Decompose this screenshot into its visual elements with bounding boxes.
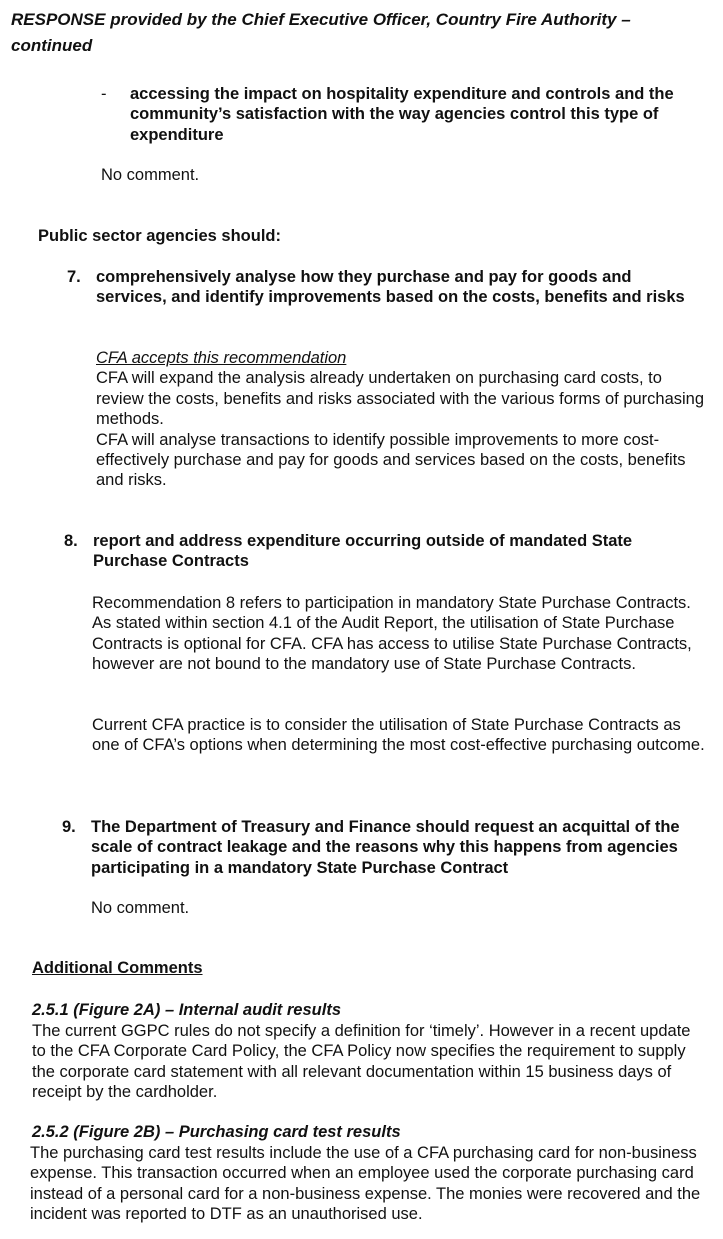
- rec9-number: 9.: [62, 818, 76, 836]
- additional-item1-text: The current GGPC rules do not specify a definition for ‘timely’. However in a recent update to the CFA Corporate Card Policy, the CFA Policy now specifies the requirement to supply the corporate card statement with all relevant documentation within 15 business days of receipt by the cardholder.: [32, 1022, 691, 1102]
- additional-heading: Additional Comments: [32, 959, 203, 977]
- rec7-title: comprehensively analyse how they purchase and pay for goods and services, and identify improvements based on the costs, benefits and risks: [96, 268, 685, 307]
- rec7-number: 7.: [67, 268, 81, 286]
- rec9-title: The Department of Treasury and Finance should request an acquittal of the scale of contract leakage and the reasons why this happens from agencies participating in a mandatory State Purchase Contract: [91, 818, 680, 877]
- rec8-para2: Current CFA practice is to consider the utilisation of State Purchase Contracts as one of CFA’s options when determining the most cost-effective purchasing outcome.: [92, 716, 705, 755]
- page-header: [11, 7, 716, 59]
- bullet-dash: -: [101, 85, 107, 103]
- rec8-title: report and address expenditure occurring outside of mandated State Purchase Contracts: [93, 532, 633, 571]
- header-title-line1: RESPONSE provided by the Chief Executive Officer, Country Fire Authority –: [11, 10, 631, 29]
- bullet-text: accessing the impact on hospitality expenditure and controls and the community’s satisfaction with the way agencies control this type of expenditure: [130, 85, 674, 144]
- rec8-number: 8.: [64, 532, 78, 550]
- rec9-response: No comment.: [91, 899, 190, 917]
- additional-item1-heading: 2.5.1 (Figure 2A) – Internal audit results: [32, 1001, 341, 1019]
- bullet-response: No comment.: [101, 166, 200, 184]
- header-title-line2: continued: [11, 36, 93, 55]
- additional-item2-heading: 2.5.2 (Figure 2B) – Purchasing card test results: [32, 1123, 401, 1141]
- additional-item2-text: The purchasing card test results include the use of a CFA purchasing card for non-business expense. This transaction occurred when an employee used the corporate purchasing card instead of a personal card for a non-business expense. The monies were recovered and the incident was reported to DTF as an unauthorised use.: [30, 1144, 701, 1224]
- rec7-para1: CFA will expand the analysis already undertaken on purchasing card costs, to review the costs, benefits and risks associated with the various forms of purchasing methods.: [96, 369, 705, 429]
- rec7-body: [96, 348, 711, 491]
- rec7-para2: CFA will analyse transactions to identify possible improvements to more cost-effectively purchase and pay for goods and services based on the costs, benefits and risks.: [96, 430, 686, 490]
- rec7-acceptance: CFA accepts this recommendation: [96, 349, 347, 367]
- section-heading: Public sector agencies should:: [38, 227, 281, 245]
- rec8-para1: Recommendation 8 refers to participation in mandatory State Purchase Contracts. As stated within section 4.1 of the Audit Report, the utilisation of State Purchase Contracts is optional for CFA. CFA has access to utilise State Purchase Contracts, however are not bound to the mandatory use of State Purchase Contracts.: [92, 594, 692, 674]
